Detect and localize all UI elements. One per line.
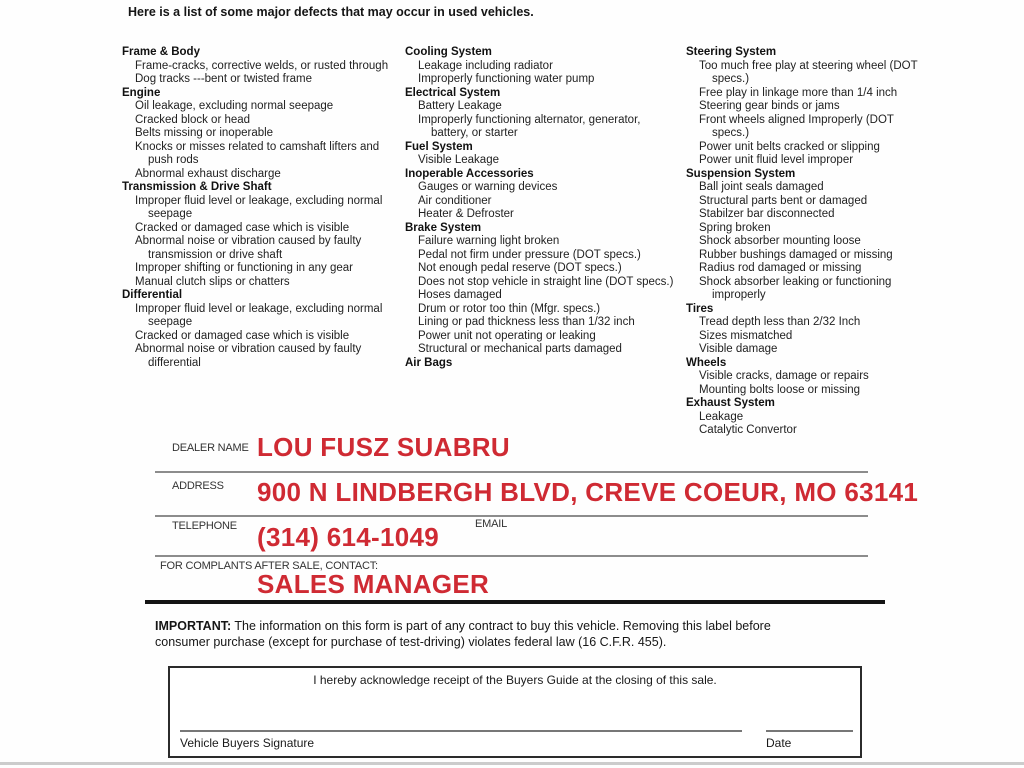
defect-item: Structural or mechanical parts damaged <box>418 343 622 355</box>
dealer-name-label: DEALER NAME <box>172 442 249 454</box>
defect-item: Power unit belts cracked or slipping <box>699 140 880 153</box>
defect-item: Oil leakage, excluding normal seepage <box>135 100 334 112</box>
important-notice <box>155 618 823 650</box>
signature-line <box>180 730 742 732</box>
defect-item: Sizes mismatched <box>699 329 793 342</box>
defect-item: Visible cracks, damage or repairs <box>699 370 869 382</box>
defect-item: Manual clutch slips or chatters <box>135 275 290 288</box>
defect-item: Cracked block or head <box>135 113 251 126</box>
defect-item: Frame-cracks, corrective welds, or rusted through <box>135 59 389 72</box>
dealer-name-value: LOU FUSZ SUABRU <box>257 432 510 462</box>
defect-item: Visible damage <box>699 343 778 355</box>
defect-item: Ball joint seals damaged <box>699 181 824 193</box>
defects-list <box>122 46 920 438</box>
defect-item: Improperly functioning water pump <box>418 73 595 85</box>
defect-category-title: Engine <box>122 86 161 99</box>
defect-item: Rubber bushings damaged or missing <box>699 248 893 261</box>
signature-label: Vehicle Buyers Signature <box>180 736 315 750</box>
defect-item: Spring broken <box>699 221 771 234</box>
defect-category-title: Steering System <box>686 46 777 58</box>
date-line <box>766 730 853 732</box>
defect-category-title: Frame & Body <box>122 46 200 58</box>
important-text: The information on this form is part of any contract to buy this vehicle. Removing this label before consumer purchase (except for purchase of test-driving) violates federal law (16 C.F.R. 455). <box>155 619 771 649</box>
defect-category-title: Brake System <box>405 221 482 234</box>
defect-item: Battery Leakage <box>418 100 502 112</box>
defect-item: Lining or pad thickness less than 1/32 inch <box>418 316 635 328</box>
defect-item: Stabilzer bar disconnected <box>699 208 835 220</box>
form-line-dealer-name <box>155 471 868 473</box>
defect-item: Abnormal exhaust discharge <box>135 167 281 180</box>
defect-category-title: Cooling System <box>405 46 492 58</box>
defect-category-title: Wheels <box>686 356 727 369</box>
defect-item: Failure warning light broken <box>418 235 560 247</box>
defect-item: Pedal not firm under pressure (DOT specs.) <box>418 248 641 261</box>
form-line-address <box>155 515 868 517</box>
defect-category-title: Exhaust System <box>686 397 775 409</box>
defect-item: Structural parts bent or damaged <box>699 194 868 207</box>
defect-item: Leakage <box>699 410 744 423</box>
defect-item: Belts missing or inoperable <box>135 127 274 139</box>
defect-item: Mounting bolts loose or missing <box>699 383 861 396</box>
address-label: ADDRESS <box>172 480 224 492</box>
date-label: Date <box>766 736 792 750</box>
defect-item: Does not stop vehicle in straight line (DOT specs.) <box>418 275 674 288</box>
address-value: 900 N LINDBERGH BLVD, CREVE COEUR, MO 63141 <box>257 477 919 507</box>
defect-item: Improper fluid level or leakage, excluding normal seepage <box>135 302 383 328</box>
defect-item: Steering gear binds or jams <box>699 100 840 112</box>
defect-category-title: Air Bags <box>405 356 453 369</box>
defect-item: Tread depth less than 2/32 Inch <box>699 316 861 328</box>
telephone-label: TELEPHONE <box>172 520 237 532</box>
defect-category-title: Differential <box>122 289 183 301</box>
defects-intro-heading: Here is a list of some major defects that may occur in used vehicles. <box>128 5 534 19</box>
defect-item: Cracked or damaged case which is visible <box>135 329 350 342</box>
defect-item: Improperly functioning alternator, generator, battery, or starter <box>418 113 641 139</box>
complaints-label: FOR COMPLANTS AFTER SALE, CONTACT: <box>160 560 378 572</box>
defect-item: Shock absorber mounting loose <box>699 235 861 247</box>
defect-category-title: Transmission & Drive Shaft <box>122 181 272 193</box>
important-label: IMPORTANT: <box>155 619 232 633</box>
defect-category-title: Tires <box>686 302 714 315</box>
defect-column-2 <box>405 46 677 370</box>
defect-category-title: Fuel System <box>405 140 473 153</box>
defect-item: Hoses damaged <box>418 289 502 301</box>
defect-item: Drum or rotor too thin (Mfgr. specs.) <box>418 302 601 315</box>
defect-category-title: Suspension System <box>686 167 796 180</box>
defect-item: Radius rod damaged or missing <box>699 262 862 274</box>
defect-item: Cracked or damaged case which is visible <box>135 221 350 234</box>
defect-column-3 <box>686 46 920 438</box>
defect-item: Leakage including radiator <box>418 59 553 72</box>
scan-edge-artifact <box>0 762 1024 765</box>
defect-item: Heater & Defroster <box>418 208 514 220</box>
defect-category-title: Electrical System <box>405 86 501 99</box>
complaints-value: SALES MANAGER <box>257 569 490 599</box>
defect-item: Catalytic Convertor <box>699 424 797 436</box>
telephone-value: (314) 614-1049 <box>257 522 439 552</box>
defect-item: Improper shifting or functioning in any gear <box>135 262 353 274</box>
defect-column-1 <box>122 46 400 370</box>
defect-item: Dog tracks ---bent or twisted frame <box>135 73 313 85</box>
defect-item: Gauges or warning devices <box>418 181 558 193</box>
defect-item: Improper fluid level or leakage, excluding normal seepage <box>135 194 383 220</box>
defect-item: Air conditioner <box>418 194 492 207</box>
defect-item: Shock absorber leaking or functioning improperly <box>699 275 892 301</box>
defect-category-title: Inoperable Accessories <box>405 167 534 180</box>
defect-item: Abnormal noise or vibration caused by faulty transmission or drive shaft <box>135 235 362 261</box>
defect-item: Abnormal noise or vibration caused by faulty differential <box>135 343 362 369</box>
form-line-telephone-email <box>155 555 868 557</box>
defect-item: Too much free play at steering wheel (DOT specs.) <box>699 59 918 85</box>
defect-item: Free play in linkage more than 1/4 inch <box>699 86 898 99</box>
defect-item: Power unit fluid level improper <box>699 154 854 166</box>
defect-item: Power unit not operating or leaking <box>418 329 596 342</box>
defect-item: Front wheels aligned Improperly (DOT specs.) <box>699 113 894 139</box>
email-label: EMAIL <box>475 518 508 530</box>
acknowledgement-box <box>168 666 862 758</box>
defect-item: Visible Leakage <box>418 154 499 166</box>
defect-item: Knocks or misses related to camshaft lifters and push rods <box>135 140 380 166</box>
acknowledgement-statement: I hereby acknowledge receipt of the Buyers Guide at the closing of this sale. <box>313 673 717 687</box>
defect-item: Not enough pedal reserve (DOT specs.) <box>418 262 622 274</box>
section-divider <box>145 600 885 604</box>
